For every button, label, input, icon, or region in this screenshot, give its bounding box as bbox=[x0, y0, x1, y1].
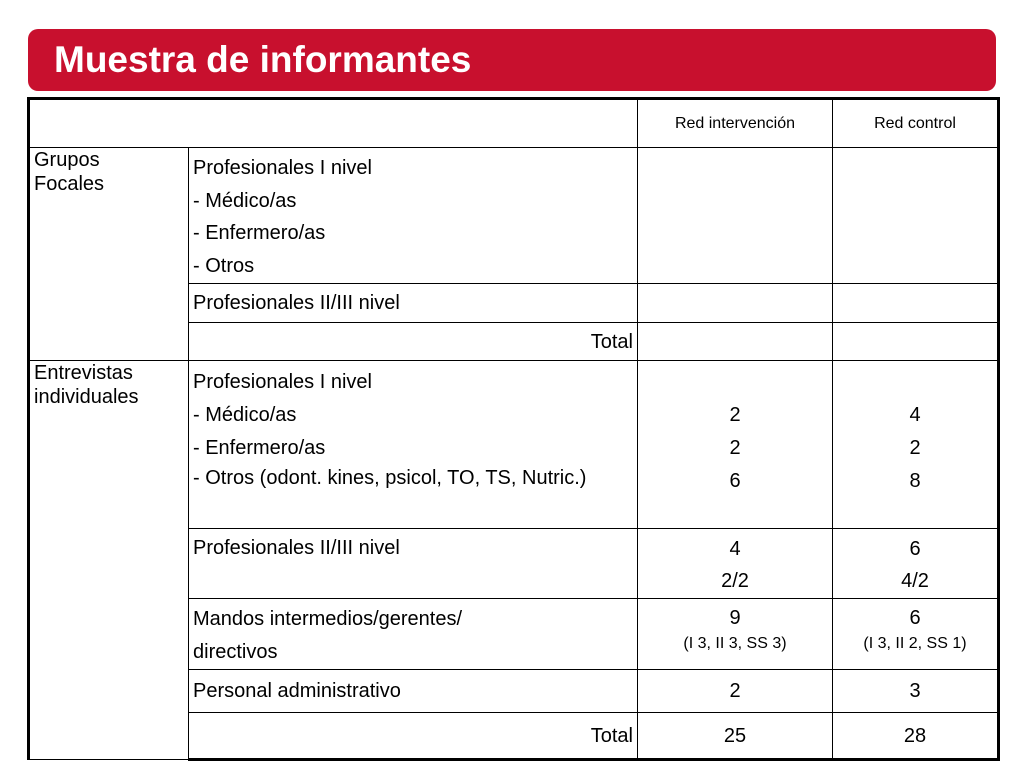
row-label-profesionales-i: Profesionales I nivel - Médico/as - Enfermero/as - Otros (odont. kines, psicol, TO, TS, Nutric.) bbox=[189, 361, 638, 529]
cell-empty bbox=[638, 148, 833, 284]
cell-control: 3 bbox=[833, 670, 999, 713]
header-empty-cell bbox=[29, 99, 638, 148]
page-title: Muestra de informantes bbox=[54, 39, 472, 80]
section-label-grupos-focales: Grupos Focales bbox=[29, 148, 189, 361]
cell-empty bbox=[833, 148, 999, 284]
cell-intervencion: 2 2 6 bbox=[638, 361, 833, 529]
row-label-personal-administrativo: Personal administrativo bbox=[189, 670, 638, 713]
header-row bbox=[29, 99, 999, 148]
total-label: Total bbox=[189, 713, 638, 760]
cell-empty bbox=[833, 323, 999, 361]
cell-control: 4 2 8 bbox=[833, 361, 999, 529]
cell-empty bbox=[638, 323, 833, 361]
cell-intervencion: 2 bbox=[638, 670, 833, 713]
table-row bbox=[29, 148, 999, 284]
cell-control: 6 (I 3, II 2, SS 1) bbox=[833, 599, 999, 670]
cell-intervencion: 9 (I 3, II 3, SS 3) bbox=[638, 599, 833, 670]
row-label-profesionales-i: Profesionales I nivel - Médico/as - Enfermero/as - Otros bbox=[189, 148, 638, 284]
row-label-profesionales-ii-iii: Profesionales II/III nivel bbox=[189, 284, 638, 323]
cell-control: 6 4/2 bbox=[833, 529, 999, 599]
title-banner bbox=[28, 29, 996, 91]
total-intervencion: 25 bbox=[638, 713, 833, 760]
cell-intervencion: 4 2/2 bbox=[638, 529, 833, 599]
header-red-control: Red control bbox=[833, 99, 999, 148]
table-row bbox=[29, 361, 999, 529]
row-label-profesionales-ii-iii: Profesionales II/III nivel bbox=[189, 529, 638, 599]
section-label-entrevistas: Entrevistas individuales bbox=[29, 361, 189, 760]
total-label: Total bbox=[189, 323, 638, 361]
cell-empty bbox=[833, 284, 999, 323]
header-red-intervencion: Red intervención bbox=[638, 99, 833, 148]
informants-table bbox=[27, 97, 1000, 761]
row-label-mandos: Mandos intermedios/gerentes/ directivos bbox=[189, 599, 638, 670]
cell-empty bbox=[638, 284, 833, 323]
total-control: 28 bbox=[833, 713, 999, 760]
